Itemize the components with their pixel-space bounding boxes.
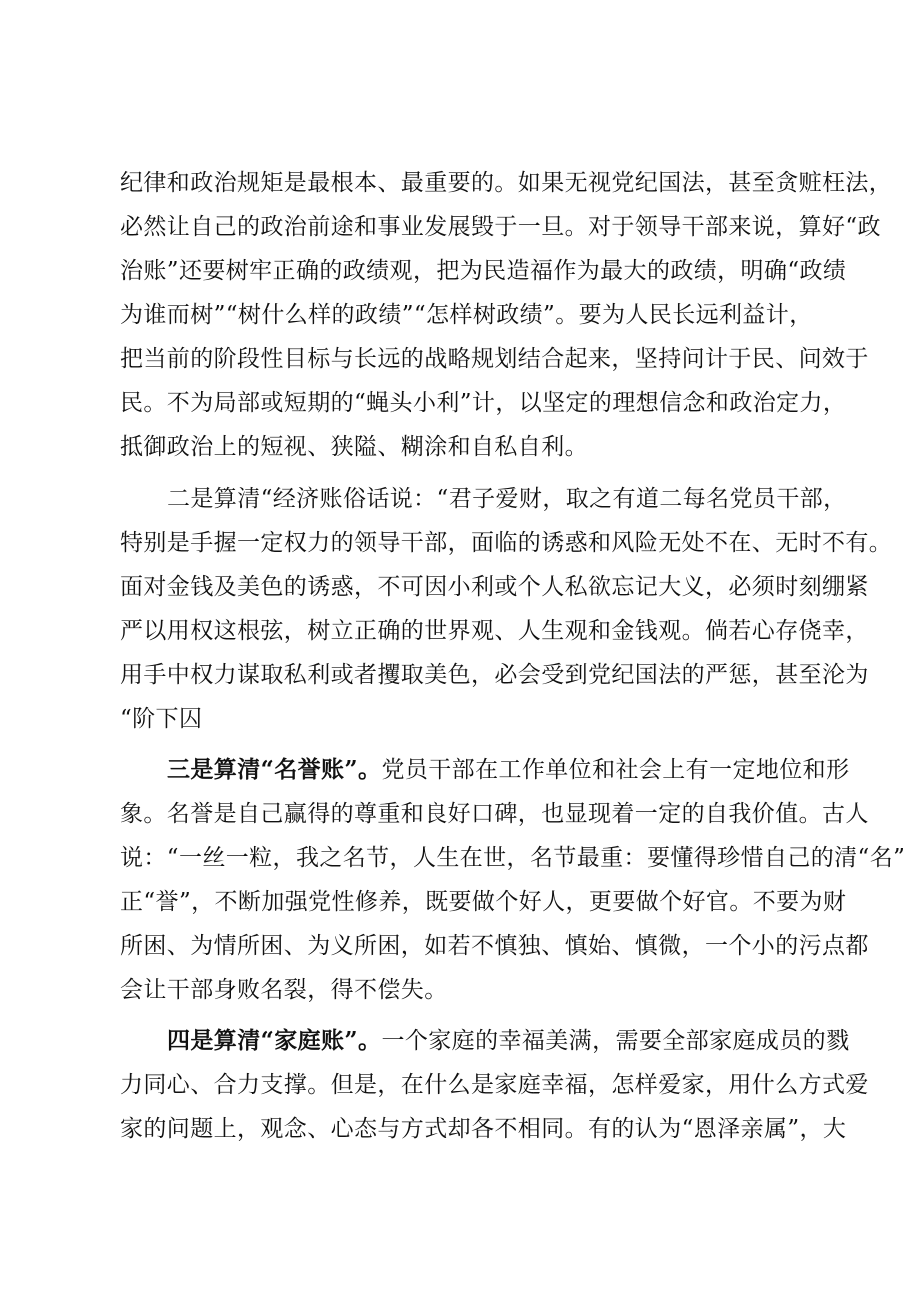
paragraph-4-line-2: 家的问题上，观念、心态与方式却各不相同。有的认为“恩泽亲属”，大 <box>120 1116 847 1142</box>
paragraph-1-line-2: 必然让自己的政治前途和事业发展毁于一旦。对于领导干部来说，算好“政 <box>120 214 881 240</box>
paragraph-3-line-3: 正“誉”，不断加强党性修养，既要做个好人，更要做个好官。不要为财 <box>120 889 847 915</box>
paragraph-2-line-5: “阶下囚 <box>120 706 203 732</box>
paragraph-3-line-2: 说：“一丝一粒，我之名节，人生在世，名节最重：要懂得珍惜自己的清“名” <box>120 845 906 871</box>
paragraph-1-line-7: 抵御政治上的短视、狭隘、糊涂和自私自利。 <box>120 434 588 460</box>
paragraph-1-line-4: 为谁而树”“树什么样的政绩”“怎样树政绩”。要为人民长远利益计， <box>120 302 813 328</box>
paragraph-1-line-3: 治账”还要树牢正确的政绩观，把为民造福作为最大的政绩，明确“政绩 <box>120 258 847 284</box>
paragraph-2-line-2: 面对金钱及美色的诱惑，不可因小利或个人私欲忘记大义，必须时刻绷紧 <box>120 574 869 600</box>
paragraph-4-first-text: 一个家庭的幸福美满，需要全部家庭成员的戮 <box>381 1028 850 1054</box>
paragraph-3-line-4: 所困、为情所困、为义所困，如若不慎独、慎始、慎微，一个小的污点都 <box>120 933 869 959</box>
paragraph-4-first-line <box>167 1026 849 1056</box>
paragraph-3-heading: 三是算清“名誉账”。 <box>167 756 382 783</box>
paragraph-4-line-1: 力同心、合力支撑。但是，在什么是家庭幸福，怎样爱家，用什么方式爱 <box>120 1072 869 1098</box>
paragraph-1-line-5: 把当前的阶段性目标与长远的战略规划结合起来，坚持问计于民、问效于 <box>120 346 869 372</box>
paragraph-2-line-1: 特别是手握一定权力的领导干部，面临的诱惑和风险无处不在、无时不有。 <box>120 530 893 556</box>
paragraph-4-heading: 四是算清“家庭账”。 <box>167 1027 382 1054</box>
paragraph-3-line-5: 会让干部身败名裂，得不偿失。 <box>120 977 448 1003</box>
paragraph-3-first-text: 党员干部在工作单位和社会上有一定地位和形 <box>381 757 850 783</box>
paragraph-3-first-line <box>167 755 849 785</box>
paragraph-2-first-line: 二是算清“经济账俗话说：“君子爱财，取之有道二每名党员干部， <box>167 486 847 512</box>
paragraph-2-line-4: 用手中权力谋取私利或者攫取美色，必会受到党纪国法的严惩，甚至沦为 <box>120 662 869 688</box>
paragraph-2-line-3: 严以用权这根弦，树立正确的世界观、人生观和金钱观。倘若心存侥幸， <box>120 618 869 644</box>
paragraph-1-line-6: 民。不为局部或短期的“蝇头小利”计，以坚定的理想信念和政治定力， <box>120 390 847 416</box>
paragraph-3-line-1: 象。名誉是自己赢得的尊重和良好口碑，也显现着一定的自我价值。古人 <box>120 801 869 827</box>
paragraph-1-line-1: 纪律和政治规矩是最根本、最重要的。如果无视党纪国法，甚至贪赃枉法， <box>120 170 893 196</box>
